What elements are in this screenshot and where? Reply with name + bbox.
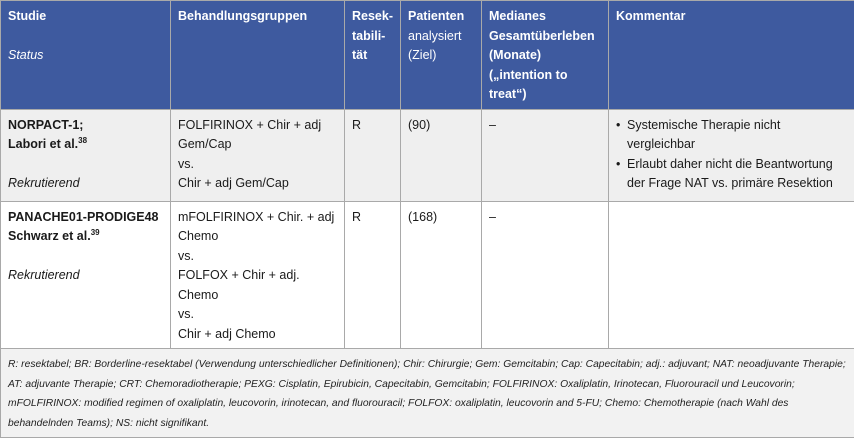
header-studie	[1, 1, 171, 110]
header-resektabilitaet: Resek- tabili- tät	[345, 1, 401, 110]
study-author	[8, 135, 163, 155]
study-author-text: Schwarz et al.	[8, 229, 91, 243]
header-status-label: Status	[8, 46, 163, 66]
treatment-group: FOLFIRINOX + Chir + adj Gem/Cap	[178, 116, 337, 155]
header-behandlungsgruppen: Behandlungsgruppen	[171, 1, 345, 110]
reference-number: 39	[91, 228, 100, 237]
cell-behandlungsgruppen	[171, 201, 345, 349]
header-studie-label: Studie	[8, 9, 46, 23]
study-author	[8, 227, 163, 247]
footnote-row	[1, 349, 854, 438]
comment-item: • Erlaubt daher nicht die Beantwortung der Frage NAT vs. primäre Resektion	[616, 155, 847, 194]
cell-resektabilitaet: R	[345, 109, 401, 201]
treatment-group: Chir + adj Gem/Cap	[178, 174, 337, 194]
reference-number: 38	[78, 136, 87, 145]
header-patienten-sub: analysiert (Ziel)	[408, 29, 462, 63]
cell-ueberleben: –	[482, 201, 609, 349]
header-patienten-label: Patienten	[408, 9, 464, 23]
cell-studie	[1, 109, 171, 201]
cell-kommentar	[609, 201, 854, 349]
cell-resektabilitaet: R	[345, 201, 401, 349]
treatment-versus: vs.	[178, 305, 337, 325]
study-name: PANACHE01-PRODIGE48	[8, 208, 163, 228]
comment-list	[616, 116, 847, 194]
cell-patienten: (90)	[401, 109, 482, 201]
cell-behandlungsgruppen	[171, 109, 345, 201]
header-kommentar: Kommentar	[609, 1, 854, 110]
treatment-versus: vs.	[178, 155, 337, 175]
header-row	[1, 1, 854, 110]
table-row	[1, 201, 854, 349]
treatment-versus: vs.	[178, 247, 337, 267]
cell-patienten: (168)	[401, 201, 482, 349]
cell-studie	[1, 201, 171, 349]
header-ueberleben: Medianes Gesamtüberleben (Monate) („intention to treat“)	[482, 1, 609, 110]
study-name: NORPACT-1;	[8, 116, 163, 136]
treatment-group: Chir + adj Chemo	[178, 325, 337, 345]
header-patienten	[401, 1, 482, 110]
cell-ueberleben: –	[482, 109, 609, 201]
cell-kommentar	[609, 109, 854, 201]
treatment-group: FOLFOX + Chir + adj. Chemo	[178, 266, 337, 305]
abbreviations-footnote: R: resektabel; BR: Borderline-resektabel (Verwendung unterschiedlicher Definitionen); Chir: Chirurgie; Gem: Gemcitabin; Cap: Capecitabin; adj.: adjuvant; NAT: neoadjuvante Therapie; AT: adjuvante Therapie; CRT: Chemoradiotherapie; PEXG: Cisplatin, Epirubicin, Capecitabin, Gemcitabin; FOLFIRINOX: Oxaliplatin, Irinotecan, Fluorouracil und Leucovorin; mFOLFIRINOX: modified regimen of oxaliplatin, leucovorin, irinotecan, and fluorouracil; FOLFOX: oxaliplatin, leucovorin and 5-FU; Chemo: Chemotherapie (nach Wahl des behandelnden Teams); NS: nicht signifikant.	[1, 349, 854, 438]
study-author-text: Labori et al.	[8, 137, 78, 151]
study-status: Rekrutierend	[8, 174, 163, 194]
comment-item: • Systemische Therapie nicht vergleichbar	[616, 116, 847, 155]
study-status: Rekrutierend	[8, 266, 163, 286]
table-row	[1, 109, 854, 201]
treatment-group: mFOLFIRINOX + Chir. + adj Chemo	[178, 208, 337, 247]
